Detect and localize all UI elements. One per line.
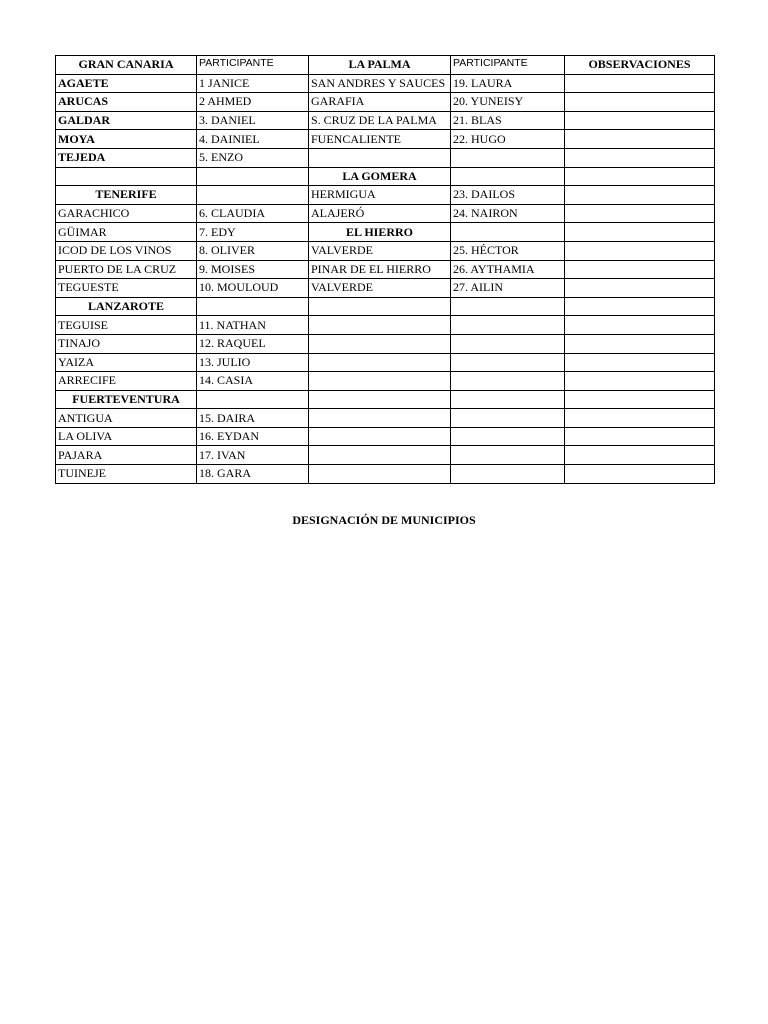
cell-participant: 23. DAILOS [451,186,565,205]
cell-observation [565,204,715,223]
cell-municipality: TINAJO [56,334,197,353]
cell-municipality: S. CRUZ DE LA PALMA [309,111,451,130]
cell-observation [565,260,715,279]
table-row [56,93,715,112]
document-title: DESIGNACIÓN DE MUNICIPIOS [292,513,476,527]
cell-municipality: PUERTO DE LA CRUZ [56,260,197,279]
cell-municipality [309,427,451,446]
cell-participant [451,372,565,391]
cell-participant: 10. MOULOUD [197,279,309,298]
cell-participant [451,316,565,335]
cell-participant: 12. RAQUEL [197,334,309,353]
cell-municipality: PAJARA [56,446,197,465]
cell-participant [451,465,565,484]
cell-municipality [309,409,451,428]
cell-participant: 25. HÉCTOR [451,241,565,260]
cell-observation [565,130,715,149]
cell-municipality: GALDAR [56,111,197,130]
table-row [56,130,715,149]
table-row [56,148,715,167]
cell-observation [565,167,715,186]
table-row [56,241,715,260]
cell-municipality: VALVERDE [309,279,451,298]
table-header-row [56,56,715,75]
cell-participant [451,297,565,316]
cell-observation [565,316,715,335]
cell-municipality: TEGUESTE [56,279,197,298]
cell-municipality: LA OLIVA [56,427,197,446]
cell-observation [565,372,715,391]
cell-municipality: HERMIGUA [309,186,451,205]
municipality-assignment-table [55,55,715,484]
cell-participant: 20. YUNEISY [451,93,565,112]
cell-participant [451,148,565,167]
cell-participant: 17. IVAN [197,446,309,465]
table-row [56,74,715,93]
table-row [56,427,715,446]
cell-municipality [56,167,197,186]
cell-participant: 1 JANICE [197,74,309,93]
cell-participant: 11. NATHAN [197,316,309,335]
cell-participant [451,223,565,242]
cell-municipality: ANTIGUA [56,409,197,428]
cell-municipality: YAIZA [56,353,197,372]
table-row [56,390,715,409]
cell-municipality [309,465,451,484]
header-gran-canaria: GRAN CANARIA [56,56,197,75]
cell-municipality: VALVERDE [309,241,451,260]
cell-observation [565,241,715,260]
cell-municipality: GARACHICO [56,204,197,223]
cell-municipality: SAN ANDRES Y SAUCES [309,74,451,93]
table-row [56,409,715,428]
cell-participant: 3. DANIEL [197,111,309,130]
cell-participant: 8. OLIVER [197,241,309,260]
cell-participant [451,353,565,372]
cell-observation [565,279,715,298]
table-row [56,446,715,465]
island-heading-tenerife: TENERIFE [56,186,197,205]
cell-observation [565,93,715,112]
cell-observation [565,148,715,167]
cell-observation [565,446,715,465]
cell-participant: 22. HUGO [451,130,565,149]
cell-participant: 9. MOISES [197,260,309,279]
cell-municipality [309,390,451,409]
table-row [56,204,715,223]
cell-observation [565,353,715,372]
cell-participant: 2 AHMED [197,93,309,112]
cell-municipality [309,334,451,353]
cell-municipality: PINAR DE EL HIERRO [309,260,451,279]
cell-participant: 6. CLAUDIA [197,204,309,223]
cell-participant: 26. AYTHAMIA [451,260,565,279]
cell-participant [197,297,309,316]
cell-observation [565,409,715,428]
cell-participant: 14. CASIA [197,372,309,391]
cell-observation [565,186,715,205]
cell-municipality: ARRECIFE [56,372,197,391]
cell-participant [451,390,565,409]
header-participante-1: PARTICIPANTE [197,56,309,75]
cell-municipality: TEJEDA [56,148,197,167]
cell-municipality [309,148,451,167]
cell-participant: 16. EYDAN [197,427,309,446]
cell-participant: 19. LAURA [451,74,565,93]
cell-participant: 4. DAINIEL [197,130,309,149]
cell-municipality: FUENCALIENTE [309,130,451,149]
island-heading-fuerteventura: FUERTEVENTURA [56,390,197,409]
table-row [56,297,715,316]
cell-participant [451,409,565,428]
cell-participant: 18. GARA [197,465,309,484]
table-row [56,372,715,391]
cell-participant: 7. EDY [197,223,309,242]
cell-participant [451,427,565,446]
cell-participant: 13. JULIO [197,353,309,372]
cell-municipality: TUINEJE [56,465,197,484]
cell-participant [197,186,309,205]
cell-participant [451,446,565,465]
cell-participant [197,167,309,186]
cell-municipality [309,297,451,316]
cell-municipality [309,446,451,465]
header-observaciones: OBSERVACIONES [565,56,715,75]
table-row [56,260,715,279]
cell-municipality: GARAFIA [309,93,451,112]
cell-observation [565,74,715,93]
cell-observation [565,111,715,130]
cell-municipality [309,353,451,372]
table-row [56,316,715,335]
table-row [56,465,715,484]
island-heading-el-hierro: EL HIERRO [309,223,451,242]
table-row [56,186,715,205]
cell-participant: 21. BLAS [451,111,565,130]
cell-observation [565,223,715,242]
header-participante-2: PARTICIPANTE [451,56,565,75]
table-row [56,334,715,353]
cell-observation [565,390,715,409]
cell-participant: 27. AILIN [451,279,565,298]
cell-participant: 15. DAIRA [197,409,309,428]
cell-municipality: MOYA [56,130,197,149]
cell-municipality [309,372,451,391]
table-row [56,279,715,298]
table-row [56,223,715,242]
cell-observation [565,334,715,353]
cell-municipality: TEGUISE [56,316,197,335]
cell-participant [451,334,565,353]
header-la-palma: LA PALMA [309,56,451,75]
island-heading-lanzarote: LANZAROTE [56,297,197,316]
cell-municipality: ARUCAS [56,93,197,112]
cell-municipality: GÜIMAR [56,223,197,242]
table-row [56,111,715,130]
cell-observation [565,465,715,484]
cell-municipality: ICOD DE LOS VINOS [56,241,197,260]
cell-participant: 24. NAIRON [451,204,565,223]
cell-observation [565,297,715,316]
island-heading-la-gomera: LA GOMERA [309,167,451,186]
cell-municipality: AGAETE [56,74,197,93]
table-row [56,167,715,186]
table-row [56,353,715,372]
cell-participant [451,167,565,186]
cell-observation [565,427,715,446]
cell-municipality [309,316,451,335]
cell-municipality: ALAJERÓ [309,204,451,223]
cell-participant [197,390,309,409]
cell-participant: 5. ENZO [197,148,309,167]
